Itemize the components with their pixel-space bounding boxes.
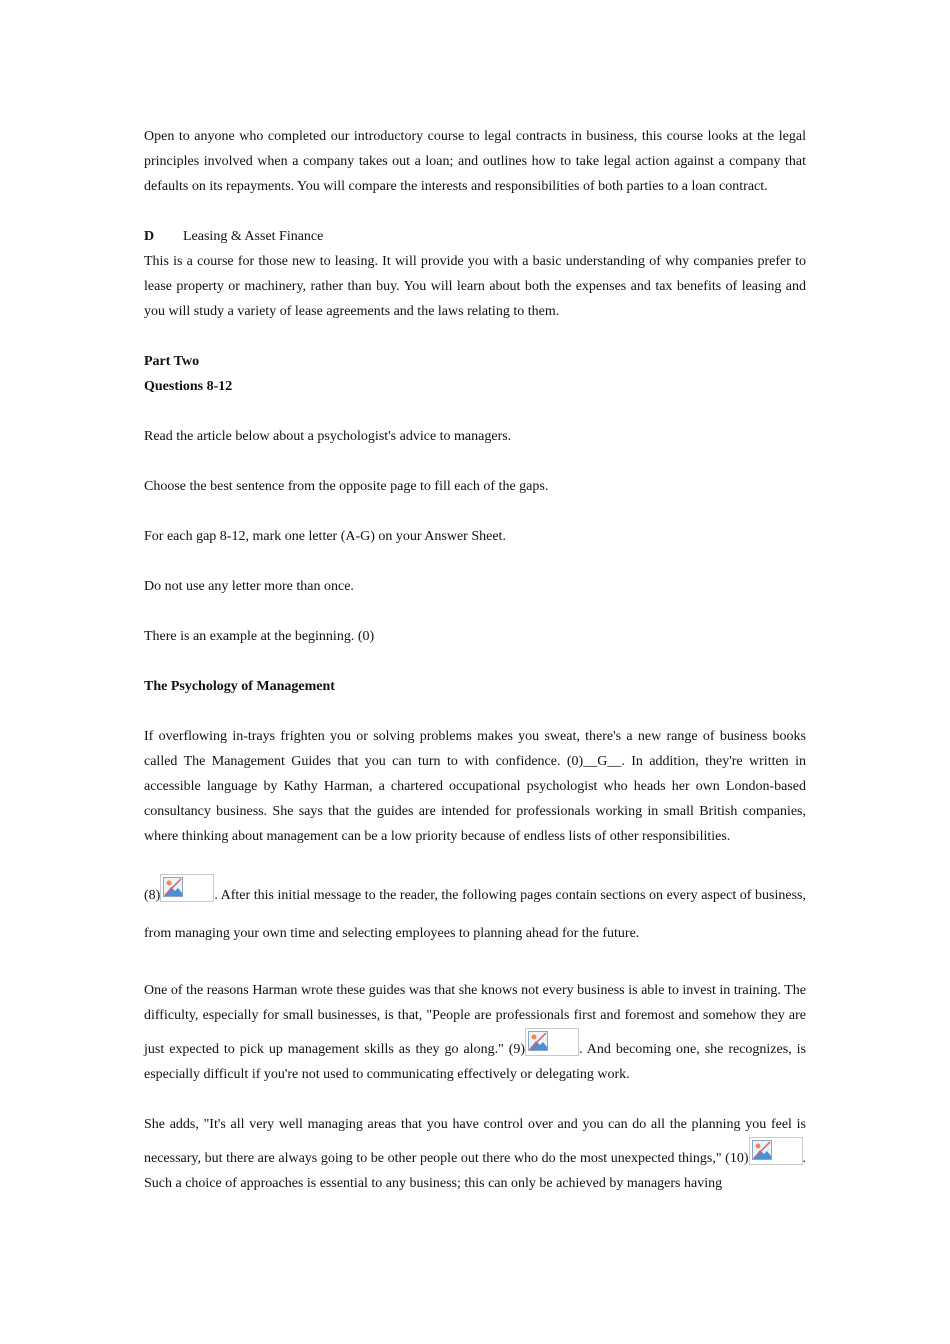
instruction-mark: For each gap 8-12, mark one letter (A-G) on your Answer Sheet. <box>144 529 506 544</box>
article-paragraph-4-text-a: She adds, "It's all very well managing areas that you have control over and you can do all the planning you feel is necessary, but there are always going to be other people out there who do the most unexpected things," <box>144 1117 806 1166</box>
spacer <box>144 199 806 224</box>
questions-heading: Questions 8-12 <box>144 379 233 394</box>
instruction-choose: Choose the best sentence from the opposite page to fill each of the gaps. <box>144 479 549 494</box>
document-page <box>144 124 806 1196</box>
instruction-read: Read the article below about a psychologist's advice to managers. <box>144 429 512 444</box>
spacer <box>144 599 806 624</box>
broken-image-icon <box>749 1137 803 1165</box>
article-paragraph-1: If overflowing in-trays frighten you or solving problems makes you sweat, there's a new range of business books called The Management Guides that you can turn to with confidence. (0)__G__. In addition, they're written in accessible language by Kathy Harman, a chartered occupational psychologist who heads her own London-based consultancy business. She says that the guides are intended for professionals working in small British companies, where thinking about management can be a low priority because of endless lists of other responsibilities. <box>144 729 806 844</box>
article-title: The Psychology of Management <box>144 679 335 694</box>
spacer <box>144 849 806 874</box>
article-paragraph-4 <box>144 1112 806 1196</box>
broken-image-icon <box>525 1028 579 1056</box>
article-paragraph-2-text: . After this initial message to the reader, the following pages contain sections on every aspect of business, from managing your own time and selecting employees to planning ahead for the future. <box>144 888 806 941</box>
section-c-body: Open to anyone who completed our introductory course to legal contracts in business, this course looks at the legal principles involved when a company takes out a loan; and outlines how to take legal action against a company that defaults on its repayments. You will compare the interests and responsibilities of both parties to a loan contract. <box>144 129 806 194</box>
article-paragraph-3-text-b: . And becoming one, she recognizes, is especially difficult if you're not used to communicating effectively or delegating work. <box>144 1042 806 1082</box>
article-paragraph-2 <box>144 874 806 953</box>
instruction-once: Do not use any letter more than once. <box>144 579 354 594</box>
gap-number-10: (10) <box>725 1151 749 1166</box>
section-d-heading <box>144 224 806 249</box>
section-d-letter: D <box>144 229 155 244</box>
spacer <box>144 499 806 524</box>
spacer <box>144 953 806 978</box>
spacer <box>144 699 806 724</box>
article-paragraph-3 <box>144 978 806 1087</box>
article-paragraph-3-text-a: One of the reasons Harman wrote these guides was that she knows not every business is able to invest in training. The difficulty, especially for small businesses, is that, "People are professionals first and foremost and somehow they are just expected to pick up management skills as they go along." <box>144 983 806 1057</box>
spacer <box>144 649 806 674</box>
gap-number-9: (9) <box>508 1042 526 1057</box>
spacer <box>144 399 806 424</box>
spacer <box>144 1087 806 1112</box>
part-two-heading: Part Two <box>144 354 200 369</box>
article-paragraph-4-text-b: . Such a choice of approaches is essential to any business; this can only be achieved by managers having <box>144 1151 806 1191</box>
spacer <box>144 449 806 474</box>
instruction-example: There is an example at the beginning. (0) <box>144 629 375 644</box>
spacer <box>144 324 806 349</box>
section-d-body: This is a course for those new to leasing. It will provide you with a basic understanding of why companies prefer to lease property or machinery, rather than buy. You will learn about both the expenses and tax benefits of leasing and you will study a variety of lease agreements and the laws relating to them. <box>144 254 806 319</box>
section-d-title: Leasing & Asset Finance <box>183 229 324 244</box>
gap-number-8: (8) <box>144 888 161 903</box>
spacer <box>144 549 806 574</box>
broken-image-icon <box>160 874 214 902</box>
